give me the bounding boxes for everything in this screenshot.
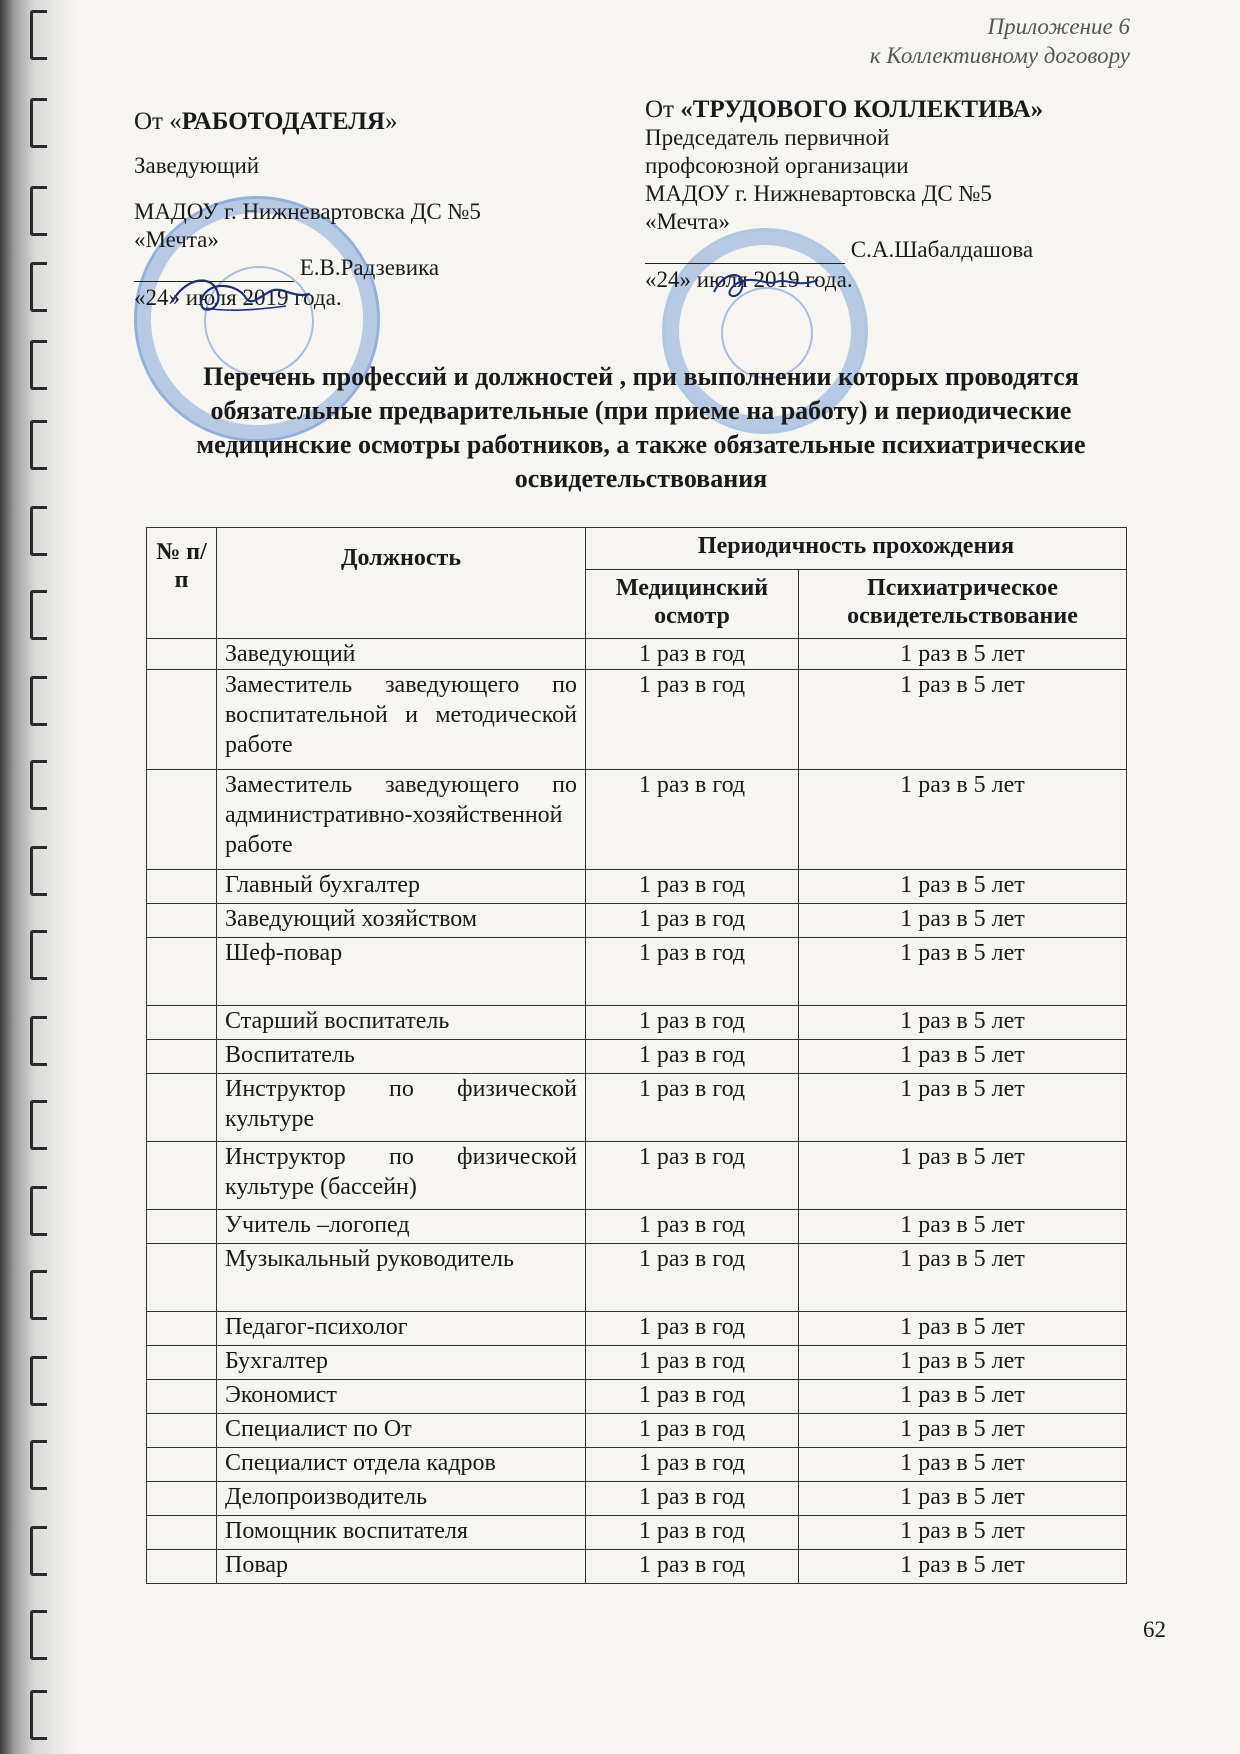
row-medical-periodicity: 1 раз в год	[586, 1448, 799, 1482]
row-number	[147, 1074, 217, 1142]
collective-date: «24» июля 2019 года.	[645, 267, 853, 292]
row-medical-periodicity: 1 раз в год	[586, 1380, 799, 1414]
row-number	[147, 1414, 217, 1448]
row-psychiatric-periodicity: 1 раз в 5 лет	[799, 1346, 1127, 1380]
row-psychiatric-periodicity: 1 раз в 5 лет	[799, 1142, 1127, 1210]
binder-ring	[30, 1186, 47, 1236]
row-position: Шеф-повар	[217, 938, 586, 1006]
row-psychiatric-periodicity: 1 раз в 5 лет	[799, 1210, 1127, 1244]
binder-ring	[30, 1356, 47, 1406]
collective-block	[645, 96, 1135, 294]
row-number	[147, 639, 217, 670]
table-row	[147, 670, 1127, 770]
binder-ring	[30, 1440, 47, 1490]
row-medical-periodicity: 1 раз в год	[586, 938, 799, 1006]
row-medical-periodicity: 1 раз в год	[586, 1142, 799, 1210]
row-medical-periodicity: 1 раз в год	[586, 1312, 799, 1346]
employer-date: «24» июля 2019 года.	[134, 285, 342, 310]
row-position: Главный бухгалтер	[217, 870, 586, 904]
page-number: 62	[1143, 1617, 1166, 1642]
row-medical-periodicity: 1 раз в год	[586, 1074, 799, 1142]
row-position: Специалист отдела кадров	[217, 1448, 586, 1482]
table-row	[147, 770, 1127, 870]
row-psychiatric-periodicity: 1 раз в 5 лет	[799, 639, 1127, 670]
table-row	[147, 1346, 1127, 1380]
binder-ring	[30, 340, 47, 390]
binder-ring	[30, 676, 47, 726]
row-psychiatric-periodicity: 1 раз в 5 лет	[799, 770, 1127, 870]
row-position: Педагог-психолог	[217, 1312, 586, 1346]
binder-ring	[30, 1526, 47, 1576]
header-periodicity: Периодичность прохождения	[586, 528, 1127, 570]
row-medical-periodicity: 1 раз в год	[586, 1482, 799, 1516]
row-position: Воспитатель	[217, 1040, 586, 1074]
employer-heading: От «РАБОТОДАТЕЛЯ»	[134, 108, 398, 135]
row-medical-periodicity: 1 раз в год	[586, 1006, 799, 1040]
table-row	[147, 1414, 1127, 1448]
row-medical-periodicity: 1 раз в год	[586, 1516, 799, 1550]
row-number	[147, 904, 217, 938]
binder-ring	[30, 1270, 47, 1320]
row-number	[147, 1312, 217, 1346]
row-medical-periodicity: 1 раз в год	[586, 904, 799, 938]
binder-ring	[30, 760, 47, 810]
header-medical: Медицинский осмотр	[586, 570, 799, 639]
row-position: Учитель –логопед	[217, 1210, 586, 1244]
row-position: Заместитель заведующего по административно-хозяйственной работе	[217, 770, 586, 870]
row-medical-periodicity: 1 раз в год	[586, 870, 799, 904]
table-row	[147, 1244, 1127, 1312]
row-medical-periodicity: 1 раз в год	[586, 1040, 799, 1074]
row-position: Заместитель заведующего по воспитательной и методической работе	[217, 670, 586, 770]
table-row	[147, 1312, 1127, 1346]
document-title: Перечень профессий и должностей , при выполнении которых проводятся обязательные предварительные (при приеме на работу) и периодические медицинские осмотры работников, а также обязательные психиатрические освидетельствования	[196, 362, 1086, 493]
table-row	[147, 1516, 1127, 1550]
table-row	[147, 1482, 1127, 1516]
row-psychiatric-periodicity: 1 раз в 5 лет	[799, 870, 1127, 904]
row-number	[147, 1210, 217, 1244]
row-position: Музыкальный руководитель	[217, 1244, 586, 1312]
employer-block	[134, 108, 614, 312]
header-number: № п/п	[147, 528, 217, 639]
table-row	[147, 1448, 1127, 1482]
binder-ring	[30, 98, 47, 148]
row-position: Помощник воспитателя	[217, 1516, 586, 1550]
table-header-row	[147, 528, 1127, 570]
row-position: Инструктор по физической культуре	[217, 1074, 586, 1142]
row-psychiatric-periodicity: 1 раз в 5 лет	[799, 1414, 1127, 1448]
table-row	[147, 904, 1127, 938]
row-number	[147, 670, 217, 770]
row-number	[147, 1244, 217, 1312]
table-row	[147, 1074, 1127, 1142]
table-row	[147, 1380, 1127, 1414]
binder-ring	[30, 420, 47, 470]
row-number	[147, 1448, 217, 1482]
binder-ring	[30, 262, 47, 312]
row-number	[147, 1040, 217, 1074]
row-medical-periodicity: 1 раз в год	[586, 1550, 799, 1584]
row-medical-periodicity: 1 раз в год	[586, 1210, 799, 1244]
table-row	[147, 1142, 1127, 1210]
row-psychiatric-periodicity: 1 раз в 5 лет	[799, 1380, 1127, 1414]
row-psychiatric-periodicity: 1 раз в 5 лет	[799, 670, 1127, 770]
row-position: Повар	[217, 1550, 586, 1584]
table-body	[147, 639, 1127, 1584]
row-psychiatric-periodicity: 1 раз в 5 лет	[799, 938, 1127, 1006]
binding-edge	[0, 0, 78, 1754]
row-medical-periodicity: 1 раз в год	[586, 1244, 799, 1312]
row-psychiatric-periodicity: 1 раз в 5 лет	[799, 1074, 1127, 1142]
row-medical-periodicity: 1 раз в год	[586, 1346, 799, 1380]
row-number	[147, 1550, 217, 1584]
row-psychiatric-periodicity: 1 раз в 5 лет	[799, 1312, 1127, 1346]
employer-signature-line	[134, 254, 614, 284]
collective-signature-line	[645, 236, 1135, 266]
binder-ring	[30, 1610, 47, 1660]
row-number	[147, 1006, 217, 1040]
collective-title: профсоюзной организации	[645, 153, 909, 178]
collective-heading: От «ТРУДОВОГО КОЛЛЕКТИВА»	[645, 96, 1044, 123]
employer-organization-name: «Мечта»	[134, 227, 219, 252]
row-position: Старший воспитатель	[217, 1006, 586, 1040]
binder-ring	[30, 930, 47, 980]
row-psychiatric-periodicity: 1 раз в 5 лет	[799, 1448, 1127, 1482]
row-position: Экономист	[217, 1380, 586, 1414]
row-position: Заведующий хозяйством	[217, 904, 586, 938]
employer-title: Заведующий	[134, 153, 260, 178]
table-row	[147, 938, 1127, 1006]
row-number	[147, 1380, 217, 1414]
binder-ring	[30, 846, 47, 896]
row-position: Специалист по От	[217, 1414, 586, 1448]
row-number	[147, 770, 217, 870]
row-position: Бухгалтер	[217, 1346, 586, 1380]
appendix-note	[870, 12, 1130, 70]
table-row	[147, 870, 1127, 904]
binder-ring	[30, 1690, 47, 1740]
table-row	[147, 639, 1127, 670]
row-medical-periodicity: 1 раз в год	[586, 639, 799, 670]
table-row	[147, 1006, 1127, 1040]
row-psychiatric-periodicity: 1 раз в 5 лет	[799, 1482, 1127, 1516]
row-psychiatric-periodicity: 1 раз в 5 лет	[799, 1006, 1127, 1040]
header-position: Должность	[217, 528, 586, 639]
collective-organization-name: «Мечта»	[645, 209, 730, 234]
collective-signatory: С.А.Шабалдашова	[850, 237, 1034, 262]
row-medical-periodicity: 1 раз в год	[586, 1414, 799, 1448]
row-number	[147, 1346, 217, 1380]
row-number	[147, 1516, 217, 1550]
row-psychiatric-periodicity: 1 раз в 5 лет	[799, 1244, 1127, 1312]
row-number	[147, 1142, 217, 1210]
table-row	[147, 1550, 1127, 1584]
appendix-line: к Коллективному договору	[869, 43, 1130, 68]
row-medical-periodicity: 1 раз в год	[586, 670, 799, 770]
binder-ring	[30, 186, 47, 236]
table-row	[147, 1040, 1127, 1074]
row-psychiatric-periodicity: 1 раз в 5 лет	[799, 1550, 1127, 1584]
collective-title: Председатель первичной	[645, 125, 890, 150]
row-psychiatric-periodicity: 1 раз в 5 лет	[799, 904, 1127, 938]
positions-table	[146, 527, 1127, 1584]
binder-ring	[30, 590, 47, 640]
row-psychiatric-periodicity: 1 раз в 5 лет	[799, 1516, 1127, 1550]
binder-ring	[30, 1100, 47, 1150]
row-psychiatric-periodicity: 1 раз в 5 лет	[799, 1040, 1127, 1074]
row-number	[147, 938, 217, 1006]
appendix-line: Приложение 6	[987, 14, 1130, 39]
header-psychiatric: Психиатрическое освидетельствование	[799, 570, 1127, 639]
row-medical-periodicity: 1 раз в год	[586, 770, 799, 870]
row-position: Делопроизводитель	[217, 1482, 586, 1516]
row-position: Заведующий	[217, 639, 586, 670]
row-position: Инструктор по физической культуре (бассейн)	[217, 1142, 586, 1210]
employer-organization: МАДОУ г. Нижневартовска ДС №5	[134, 199, 481, 224]
row-number	[147, 1482, 217, 1516]
binder-ring	[30, 1016, 47, 1066]
table-row	[147, 1210, 1127, 1244]
collective-organization: МАДОУ г. Нижневартовска ДС №5	[645, 181, 992, 206]
employer-signatory: Е.В.Радзевика	[299, 255, 440, 280]
row-number	[147, 870, 217, 904]
binder-ring	[30, 506, 47, 556]
binder-ring	[30, 10, 47, 60]
